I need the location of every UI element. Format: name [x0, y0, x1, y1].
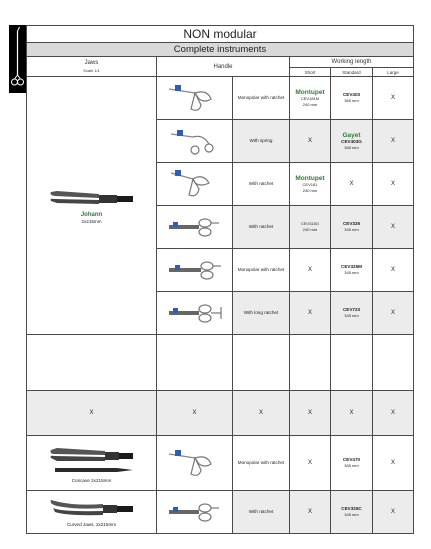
jaw-cell-curved	[27, 491, 157, 534]
short-cell: X	[290, 120, 331, 163]
standard-cell: CEV325M 345 mm	[331, 249, 373, 292]
large-cell: X	[373, 292, 414, 335]
handle-image-cell	[157, 163, 233, 206]
spring-handle-icon	[165, 124, 225, 158]
large-cell: X	[373, 77, 414, 120]
catalog-table	[26, 25, 414, 534]
handle-image-cell	[157, 249, 233, 292]
short-cell: X	[290, 292, 331, 335]
jaw-size: 2x215mm	[81, 219, 102, 224]
handle-desc: With ratchet	[233, 491, 290, 534]
short-cell: CEV315G 240 mm	[290, 206, 331, 249]
handle-desc: With spring	[233, 120, 290, 163]
johann-jaw-icon	[47, 186, 137, 212]
handle-image-cell	[157, 292, 233, 335]
table-row	[27, 77, 414, 120]
standard-cell: CEV470 365 mm	[331, 436, 373, 491]
handle-desc: Monopolar with ratchet	[233, 249, 290, 292]
column-header-large: Large	[373, 68, 414, 77]
handle-image-cell	[157, 436, 233, 491]
ratchet-handle-icon	[165, 500, 225, 524]
column-header-working-length: Working length	[290, 57, 414, 68]
short-cell: X	[290, 249, 331, 292]
jaw-caption: Curved Jaws, 2x215mm	[66, 522, 117, 527]
short-cell: Montupet CEV181M 240 mm	[290, 77, 331, 120]
handle-image-cell	[157, 491, 233, 534]
standard-cell: CEV403 365 mm	[331, 77, 373, 120]
handle-image-cell	[157, 77, 233, 120]
table-row	[27, 436, 414, 491]
standard-cell: CEV723 345 mm	[331, 292, 373, 335]
table-subtitle: Complete instruments	[27, 43, 414, 57]
standard-cell: Gayet CEV403G 365 mm	[331, 120, 373, 163]
large-cell: X	[373, 206, 414, 249]
column-header-short: Short	[290, 68, 331, 77]
jaws-cell: X	[27, 391, 157, 436]
ratchet-handle-icon	[165, 167, 225, 201]
table-title: NON modular	[27, 26, 414, 43]
handle-desc: X	[233, 391, 290, 436]
ratchet-handle-icon	[165, 215, 225, 239]
standard-cell: CEV325 345 mm	[331, 206, 373, 249]
table-row	[27, 491, 414, 534]
curved-jaw-icon	[47, 496, 137, 522]
jaw-cell-johann	[27, 77, 157, 335]
jaws-label: Jaws	[84, 59, 99, 66]
large-cell: X	[373, 491, 414, 534]
column-header-jaws	[27, 57, 157, 77]
short-cell: X	[290, 436, 331, 491]
scissors-icon	[9, 25, 26, 93]
standard-cell: X	[331, 163, 373, 206]
handle-desc: With ratchet	[233, 163, 290, 206]
standard-cell: CEV325C 345 mm	[331, 491, 373, 534]
column-header-standard: Standard	[331, 68, 373, 77]
handle-image-cell	[157, 206, 233, 249]
column-header-handle: Handle	[157, 57, 290, 77]
concave-jaw-icon	[47, 442, 137, 478]
monopolar-ratchet-handle-icon	[165, 446, 225, 480]
monopolar-ratchet-handle-icon	[165, 81, 225, 115]
handle-desc: With ratchet	[233, 206, 290, 249]
monopolar-ratchet-handle-icon	[165, 258, 225, 282]
short-cell: X	[290, 391, 331, 436]
jaw-maker: Johann	[80, 212, 103, 218]
jaw-caption: Concave 2x215mm	[71, 478, 112, 483]
handle-desc: Monopolar with ratchet	[233, 77, 290, 120]
handle-desc: With long ratchet	[233, 292, 290, 335]
short-cell: Montupet CEV181 240 mm	[290, 163, 331, 206]
large-cell: X	[373, 249, 414, 292]
short-cell: X	[290, 491, 331, 534]
long-ratchet-handle-icon	[165, 301, 225, 325]
large-cell: X	[373, 391, 414, 436]
large-cell: X	[373, 436, 414, 491]
large-cell: X	[373, 120, 414, 163]
handle-image-cell	[157, 120, 233, 163]
large-cell: X	[373, 163, 414, 206]
handle-desc: Monopolar with ratchet	[233, 436, 290, 491]
empty-row	[27, 335, 414, 391]
table-row	[27, 391, 414, 436]
standard-cell: X	[331, 391, 373, 436]
section-tab-marker	[9, 25, 26, 93]
scale-label: Scale 1/1	[83, 67, 100, 73]
jaw-cell-concave	[27, 436, 157, 491]
handle-image-cell: X	[157, 391, 233, 436]
